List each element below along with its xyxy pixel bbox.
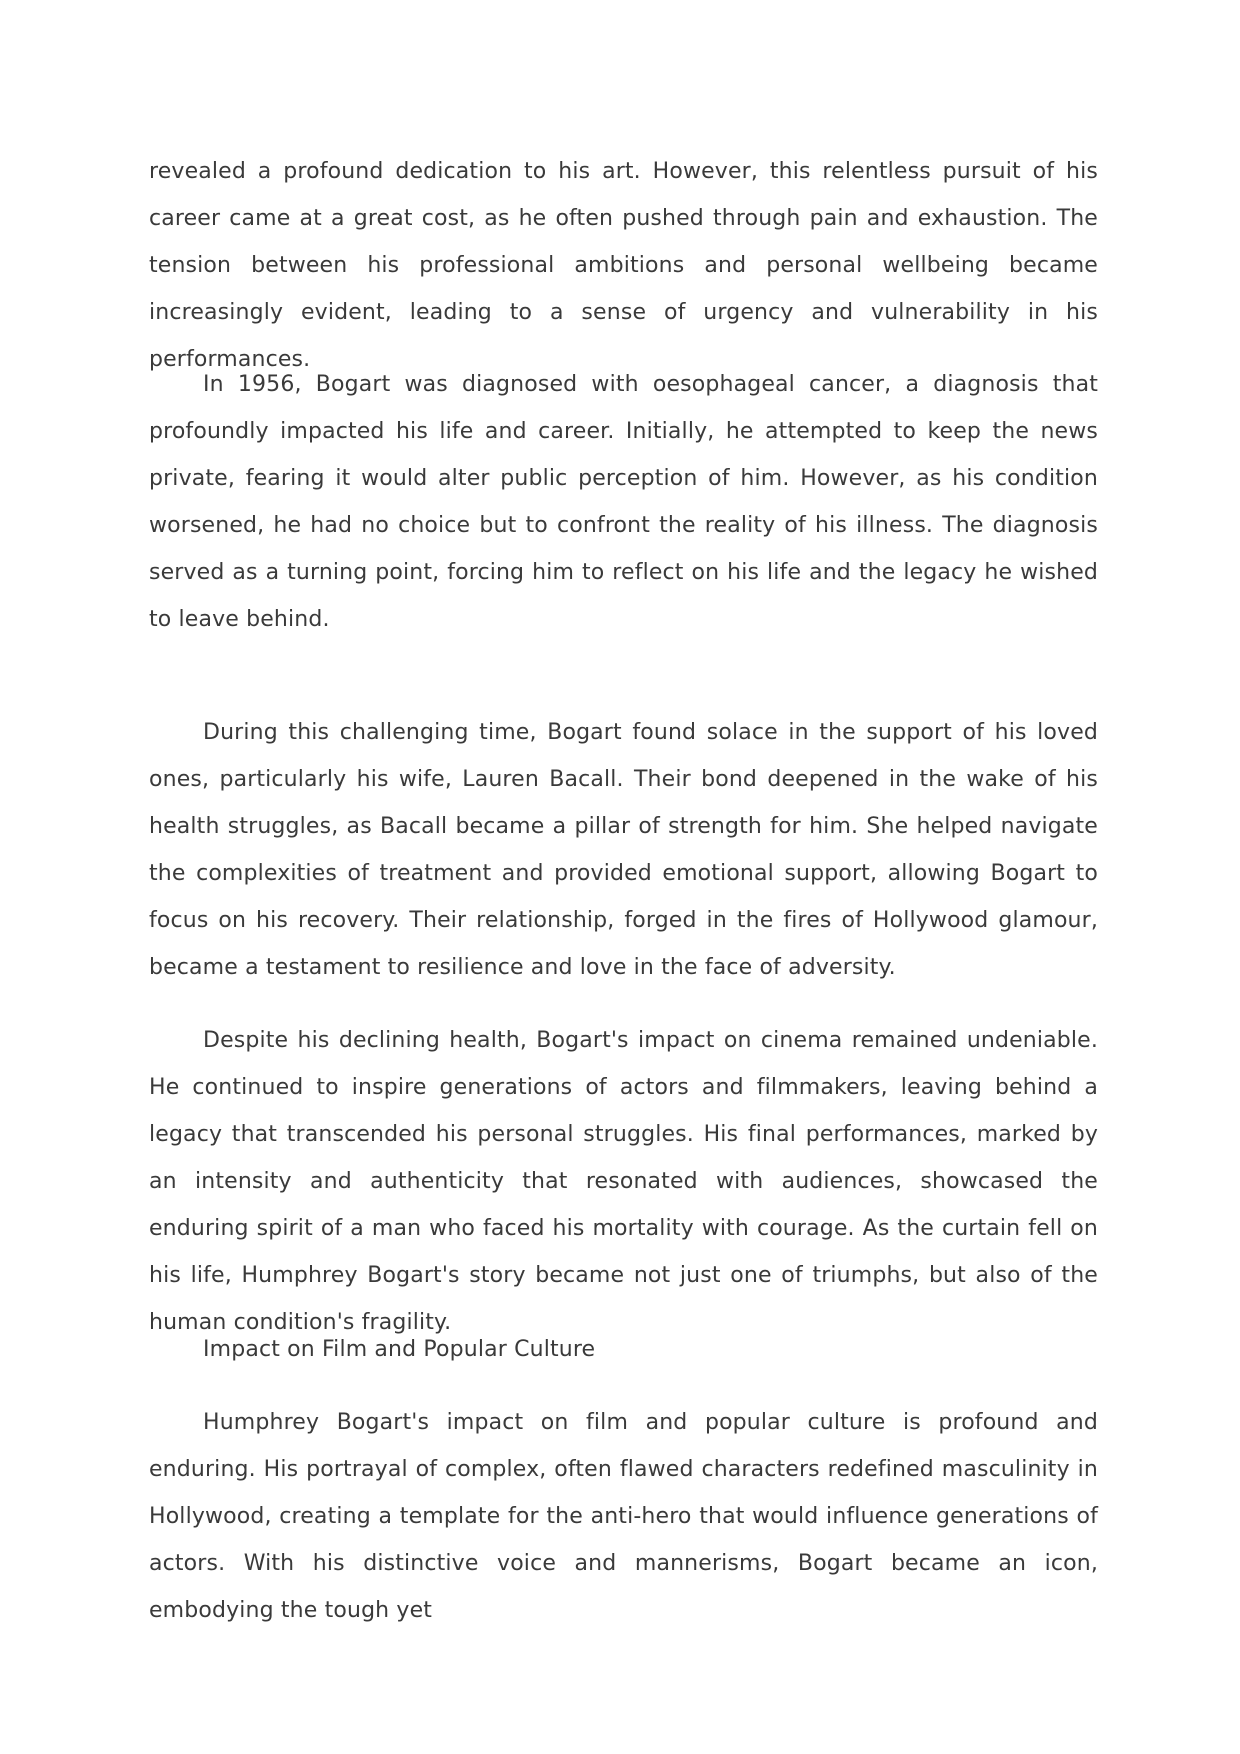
paragraph-popular-culture: [149, 1399, 1098, 1634]
paragraph-text: In 1956, Bogart was diagnosed with oesophageal cancer, a diagnosis that profoundly impacted his life and career. Initially, he attempted to keep the news private, fearing it would alter public perception of him. However, as his condition worsened, he had no choice but to confront the reality of his illness. The diagnosis served as a turning point, forcing him to reflect on his life and the legacy he wished to leave behind.: [149, 372, 1098, 632]
paragraph-text: revealed a profound dedication to his art. However, this relentless pursuit of his career came at a great cost, as he often pushed through pain and exhaustion. The tension between his professional ambitions and personal wellbeing became increasingly evident, leading to a sense of urgency and vulnerability in his performances.: [149, 159, 1098, 372]
paragraph-bacall-support: [149, 709, 1098, 991]
paragraph-text: Humphrey Bogart's impact on film and popular culture is profound and enduring. His portrayal of complex, often flawed characters redefined masculinity in Hollywood, creating a template for the anti-hero that would influence generations of actors. With his distinctive voice and mannerisms, Bogart became an icon, embodying the tough yet: [149, 1410, 1098, 1623]
paragraph-text: Despite his declining health, Bogart's impact on cinema remained undeniable. He continued to inspire generations of actors and filmmakers, leaving behind a legacy that transcended his personal struggles. His final performances, marked by an intensity and authenticity that resonated with audiences, showcased the enduring spirit of a man who faced his mortality with courage. As the curtain fell on his life, Humphrey Bogart's story became not just one of triumphs, but also of the human condition's fragility.: [149, 1028, 1098, 1335]
paragraph-career-dedication: [149, 148, 1098, 383]
section-heading-block: [149, 1326, 1098, 1373]
paragraph-cancer-diagnosis: [149, 361, 1098, 643]
paragraph-text: During this challenging time, Bogart found solace in the support of his loved ones, particularly his wife, Lauren Bacall. Their bond deepened in the wake of his health struggles, as Bacall became a pillar of strength for him. She helped navigate the complexities of treatment and provided emotional support, allowing Bogart to focus on his recovery. Their relationship, forged in the fires of Hollywood glamour, became a testament to resilience and love in the face of adversity.: [149, 720, 1098, 980]
paragraph-cinema-legacy: [149, 1017, 1098, 1346]
section-heading: Impact on Film and Popular Culture: [203, 1337, 596, 1362]
